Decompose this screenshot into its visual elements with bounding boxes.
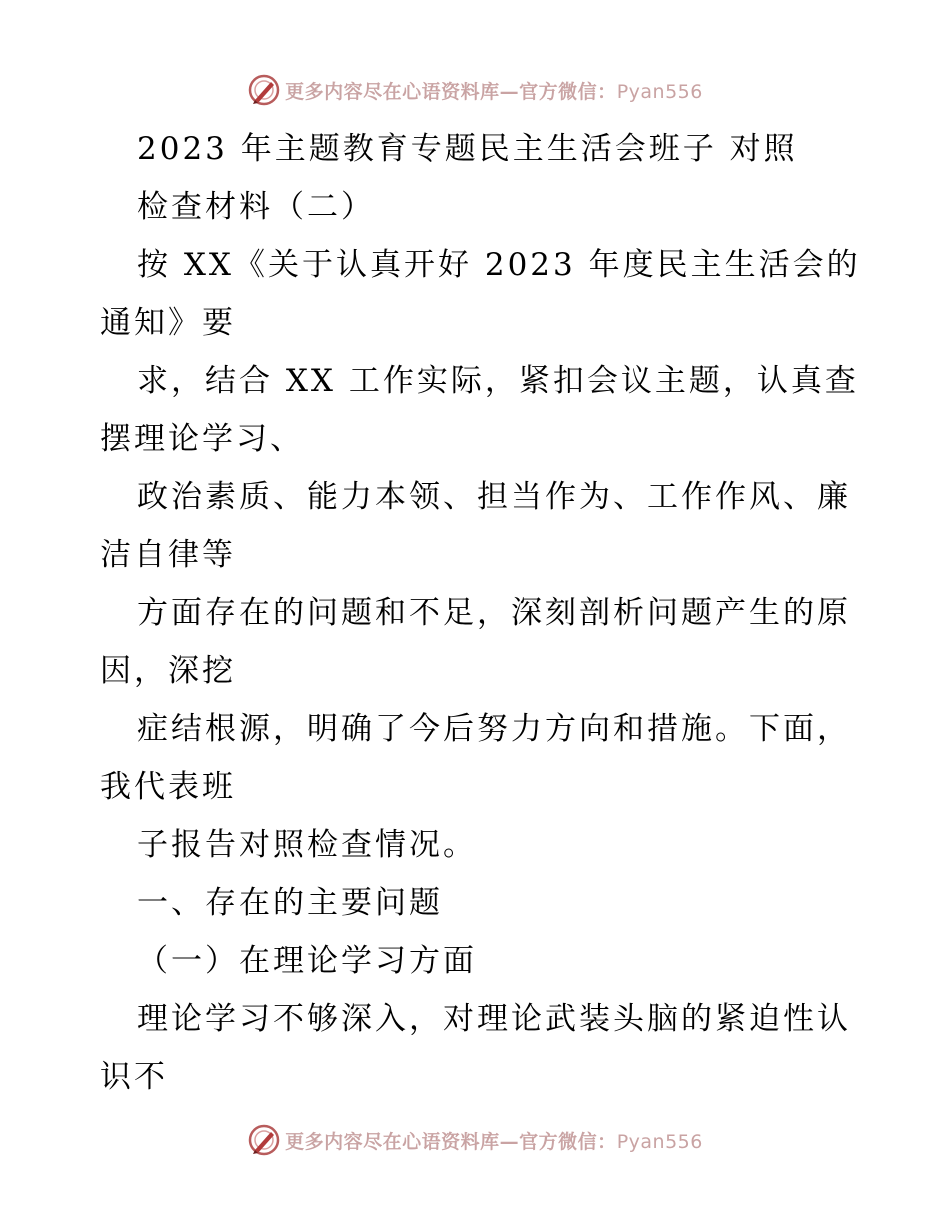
document-line: 2023 年主题教育专题民主生活会班子 对照 bbox=[137, 131, 798, 167]
watermark-text: 更多内容尽在心语资料库—官方微信：Pyan556 bbox=[285, 80, 703, 103]
document-line: 我代表班 bbox=[100, 769, 236, 805]
document-line: 按 XX《关于认真开好 2023 年度民主生活会的 bbox=[137, 247, 861, 283]
header-watermark bbox=[0, 68, 950, 112]
footer-watermark bbox=[0, 1118, 950, 1162]
document-line: 理论学习不够深入，对理论武装头脑的紧迫性认 bbox=[137, 1001, 851, 1037]
pen-logo-icon bbox=[247, 73, 281, 107]
watermark-text: 更多内容尽在心语资料库—官方微信：Pyan556 bbox=[285, 1130, 703, 1153]
pen-logo-icon bbox=[247, 1123, 281, 1157]
document-line: 识不 bbox=[100, 1059, 168, 1095]
document-line: 因，深挖 bbox=[100, 653, 236, 689]
document-line: 方面存在的问题和不足，深刻剖析问题产生的原 bbox=[137, 595, 851, 631]
document-line: 症结根源，明确了今后努力方向和措施。下面， bbox=[137, 711, 851, 747]
document-line: 子报告对照检查情况。 bbox=[137, 827, 477, 863]
document-line: 摆理论学习、 bbox=[100, 421, 304, 457]
document-line: 检查材料（二） bbox=[137, 189, 375, 225]
subsection-heading: （一）在理论学习方面 bbox=[137, 943, 477, 979]
document-line: 政治素质、能力本领、担当作为、工作作风、廉 bbox=[137, 479, 851, 515]
section-heading: 一、存在的主要问题 bbox=[137, 885, 443, 921]
document-line: 洁自律等 bbox=[100, 537, 236, 573]
document-line: 求，结合 XX 工作实际，紧扣会议主题，认真查 bbox=[137, 363, 859, 399]
document-line: 通知》要 bbox=[100, 305, 236, 341]
document-body bbox=[100, 120, 860, 1106]
